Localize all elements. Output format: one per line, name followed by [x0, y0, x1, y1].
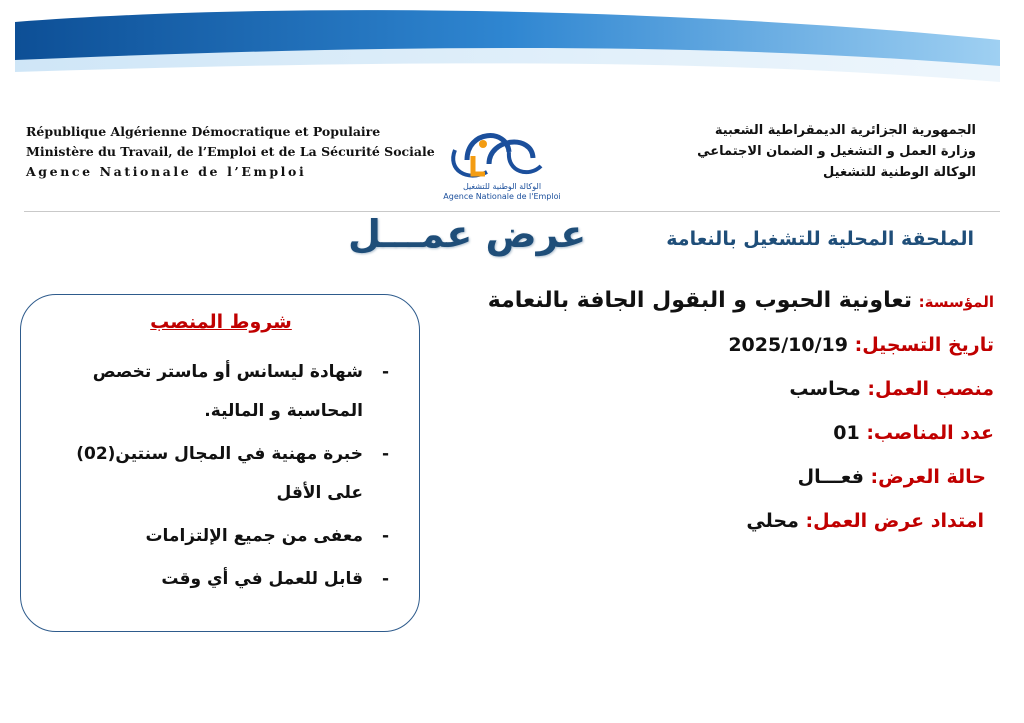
ministry-name-ar: وزارة العمل و التشغيل و الضمان الاجتماعي: [697, 144, 976, 159]
condition-item: [71, 560, 389, 599]
conditions-box: [20, 294, 420, 632]
agency-name-fr: Agence Nationale de l’Emploi: [26, 164, 307, 179]
list-dash: -: [381, 569, 389, 589]
offer-scope-label: امتداد عرض العمل:: [805, 510, 984, 532]
logo-caption-fr: Agence Nationale de l'Emploi: [443, 192, 561, 201]
offer-status-label: حالة العرض:: [870, 466, 986, 488]
republic-name-fr: République Algérienne Démocratique et Populaire: [26, 124, 381, 139]
offer-status-value: فعـــال: [797, 466, 864, 488]
registration-date-label: تاريخ التسجيل:: [854, 334, 994, 356]
agency-name-ar: الوكالة الوطنية للتشغيل: [823, 165, 976, 180]
condition-item: [71, 517, 389, 556]
condition-text: خبرة مهنية في المجال سنتين(02) على الأقل: [76, 444, 363, 503]
offer-scope-row: [474, 502, 994, 546]
condition-item: [71, 435, 389, 513]
conditions-title: شروط المنصب: [150, 311, 292, 333]
condition-text: قابل للعمل في أي وقت: [161, 569, 363, 589]
offer-details: [474, 282, 994, 546]
condition-item: [71, 353, 389, 431]
offer-scope-value: محلي: [746, 510, 799, 532]
header-banner: [0, 0, 1024, 110]
arabic-header: [576, 120, 976, 183]
position-row: [474, 370, 994, 414]
position-value: محاسب: [789, 378, 861, 400]
offer-status-row: [474, 458, 994, 502]
offer-title: عرض عمـــل: [348, 212, 587, 256]
institution-value: تعاونية الحبوب و البقول الجافة بالنعامة: [487, 288, 913, 313]
conditions-list: [71, 353, 389, 603]
list-dash: -: [381, 362, 389, 382]
registration-date-value: 2025/10/19: [728, 334, 848, 356]
positions-count-label: عدد المناصب:: [866, 422, 994, 444]
position-label: منصب العمل:: [867, 378, 994, 400]
logo-caption-ar: الوكالة الوطنية للتشغيل: [462, 182, 542, 191]
french-header: [26, 122, 435, 182]
positions-count-value: 01: [833, 422, 860, 444]
institution-row: [474, 282, 994, 326]
list-dash: -: [381, 444, 389, 464]
positions-count-row: [474, 414, 994, 458]
ministry-name-fr: Ministère du Travail, de l’Emploi et de La Sécurité Sociale: [26, 144, 435, 159]
republic-name-ar: الجمهورية الجزائرية الديمقراطية الشعبية: [714, 123, 976, 138]
local-office-name: الملحقة المحلية للتشغيل بالنعامة: [666, 228, 974, 250]
list-dash: -: [381, 526, 389, 546]
condition-text: معفى من جميع الإلتزامات: [145, 526, 363, 546]
registration-date-row: [474, 326, 994, 370]
institution-label: المؤسسة:: [918, 293, 994, 311]
condition-text: شهادة ليسانس أو ماستر تخصص المحاسبة و المالية.: [92, 362, 363, 421]
